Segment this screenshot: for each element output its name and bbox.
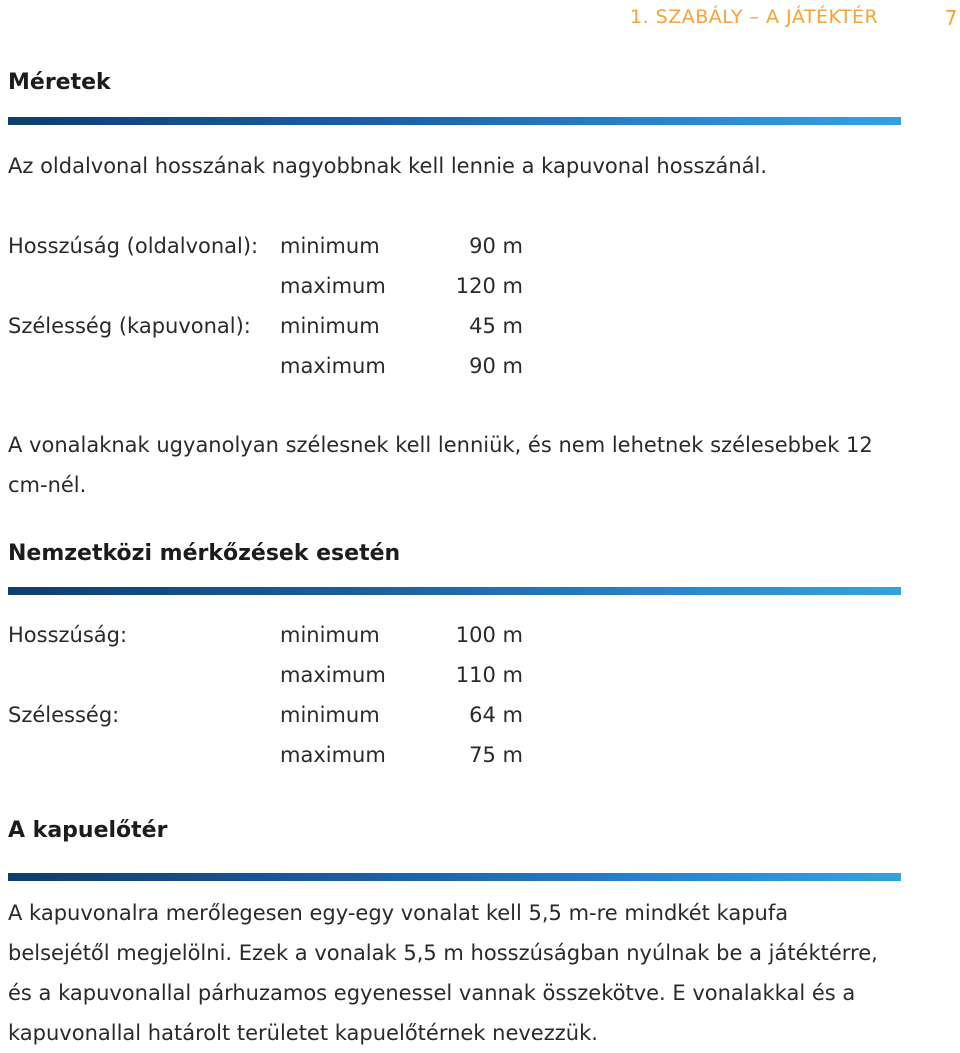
row-bound: maximum (280, 274, 386, 298)
row-value: 120 m (455, 274, 523, 298)
section-heading-dimensions: Méretek (8, 70, 111, 95)
section-divider-dimensions (8, 117, 901, 125)
row-value: 45 m (469, 314, 523, 338)
section-divider-international (8, 587, 901, 595)
row-label: Hosszúság: (8, 623, 128, 647)
row-value: 75 m (469, 743, 523, 767)
page-number: 7 (944, 6, 958, 30)
row-value: 90 m (469, 354, 523, 378)
goal-area-paragraph: A kapuvonalra merőlegesen egy-egy vonalat kell 5,5 m-re mindkét kapufa belsejétől megjelölni. Ezek a vonalak 5,5 m hosszúságban nyúlnak be a játéktérre, és a kapuvonallal párhuzamos egyenessel vannak összekötve. E vonalakkal és a kapuvonallal határolt területet kapuelőtérnek nevezzük. (8, 901, 878, 1045)
row-value: 110 m (455, 663, 523, 687)
section-divider-goal-area (8, 873, 901, 881)
row-label: Szélesség: (8, 703, 120, 727)
row-bound: minimum (280, 234, 380, 258)
row-bound: maximum (280, 743, 386, 767)
row-value: 100 m (455, 623, 523, 647)
row-label: Hosszúság (oldalvonal): (8, 234, 259, 258)
row-value: 90 m (469, 234, 523, 258)
row-bound: minimum (280, 623, 380, 647)
row-bound: minimum (280, 314, 380, 338)
row-bound: minimum (280, 703, 380, 727)
running-header (630, 6, 960, 32)
section-heading-international: Nemzetközi mérkőzések esetén (8, 541, 401, 566)
row-bound: maximum (280, 354, 386, 378)
row-value: 64 m (469, 703, 523, 727)
intro-paragraph: Az oldalvonal hosszának nagyobbnak kell lennie a kapuvonal hosszánál. (8, 154, 768, 178)
row-bound: maximum (280, 663, 386, 687)
chapter-title: 1. SZABÁLY – A JÁTÉKTÉR (630, 6, 879, 28)
section-heading-goal-area: A kapuelőtér (8, 818, 168, 843)
line-width-note: A vonalaknak ugyanolyan szélesnek kell lenniük, és nem lehetnek szélesebbek 12 cm-nél. (8, 433, 873, 497)
row-label: Szélesség (kapuvonal): (8, 314, 251, 338)
